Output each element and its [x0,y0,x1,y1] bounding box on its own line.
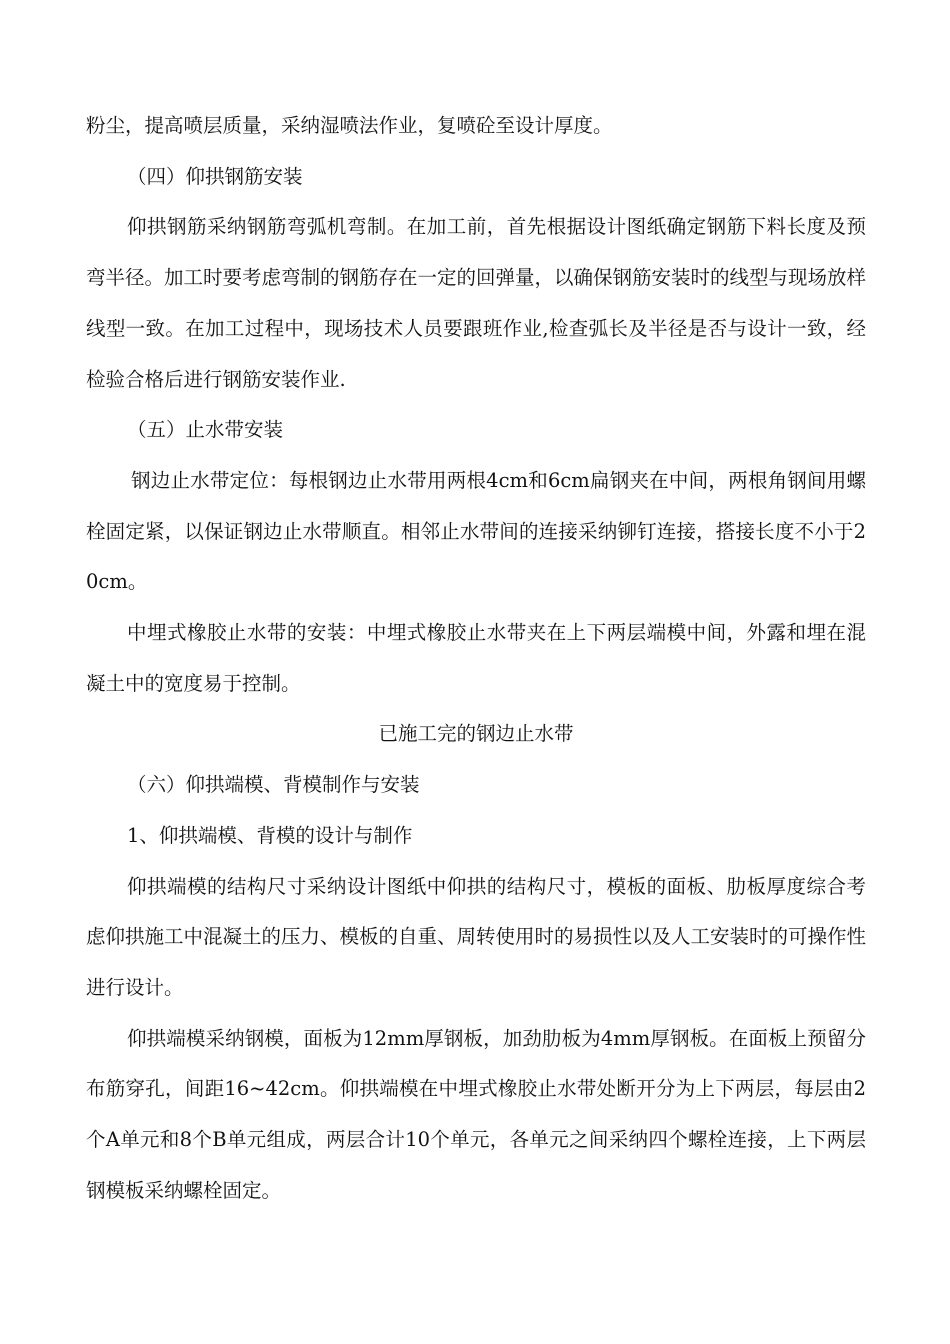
document-page [86,101,866,1216]
section-heading-4: （四）仰拱钢筋安装 [127,164,303,188]
figure-caption: 已施工完的钢边止水带 [378,722,574,746]
paragraph-rubber-waterstop: 中埋式橡胶止水带的安装：中埋式橡胶止水带夹在上下两层端模中间，外露和埋在混凝土中的宽度易于控制。 [86,621,866,695]
paragraph-formwork-steel: 仰拱端模采纳钢模，面板为12mm厚钢板，加劲肋板为4mm厚钢板。在面板上预留分布筋穿孔，间距16~42cm。仰拱端模在中埋式橡胶止水带处断开分为上下两层，每层由2个A单元和8个B单元组成，两层合计10个单元，各单元之间采纳四个螺栓连接，上下两层钢模板采纳螺栓固定。 [86,1026,866,1202]
paragraph-formwork-design: 仰拱端模的结构尺寸采纳设计图纸中仰拱的结构尺寸，模板的面板、肋板厚度综合考虑仰拱施工中混凝土的压力、模板的自重、周转使用时的易损性以及人工安装时的可操作性进行设计。 [86,874,867,999]
paragraph-continued: 粉尘，提高喷层质量，采纳湿喷法作业，复喷砼至设计厚度。 [86,114,613,137]
section-heading-6: （六）仰拱端模、背模制作与安装 [127,773,420,797]
paragraph-steel-waterstop: 钢边止水带定位：每根钢边止水带用两根4cm和6cm扁钢夹在中间，两根角钢间用螺栓固定紧，以保证钢边止水带顺直。相邻止水带间的连接采纳铆钉连接，搭接长度不小于20cm。 [86,468,866,594]
subsection-heading-1: 1、仰拱端模、背模的设计与制作 [127,823,413,847]
paragraph-rebar: 仰拱钢筋采纳钢筋弯弧机弯制。在加工前，首先根据设计图纸确定钢筋下料长度及预弯半径。加工时要考虑弯制的钢筋存在一定的回弹量，以确保钢筋安装时的线型与现场放样线型一致。在加工过程中，现场技术人员要跟班作业,检查弧长及半径是否与设计一致，经检验合格后进行钢筋安装作业. [86,215,867,391]
section-heading-5: （五）止水带安装 [127,418,284,442]
